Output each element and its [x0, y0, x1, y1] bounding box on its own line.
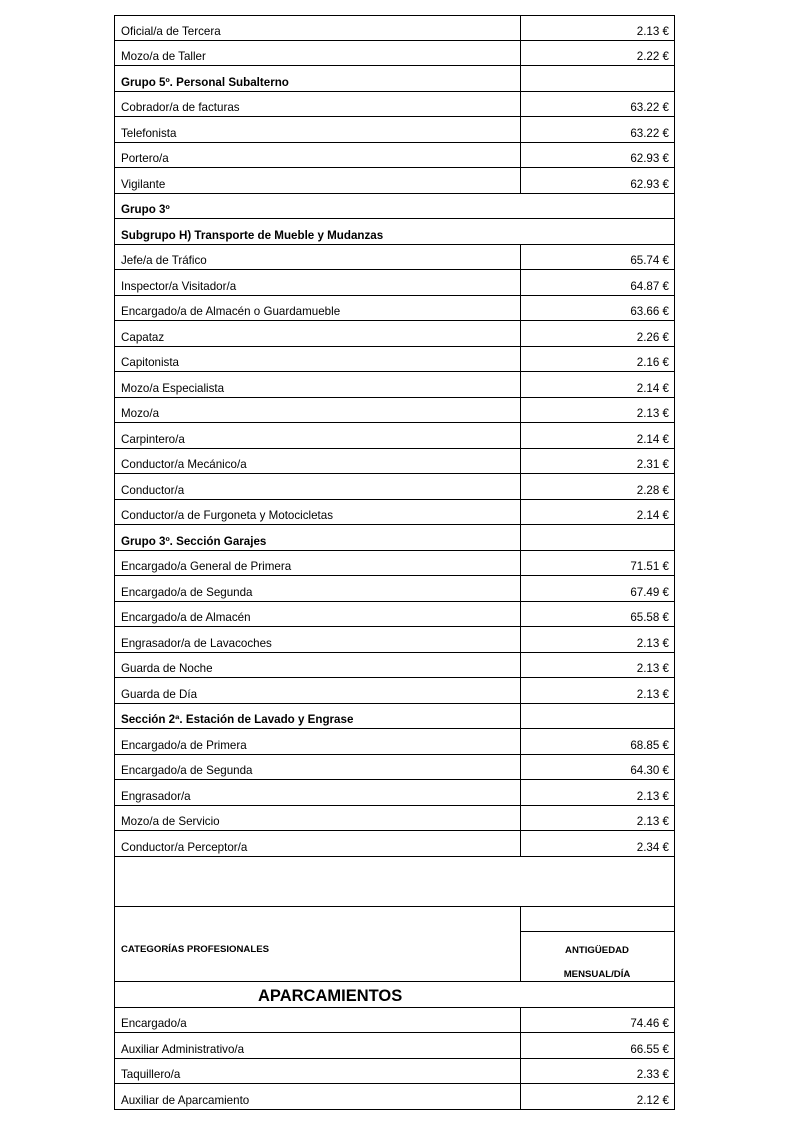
- column-divider: [520, 602, 521, 627]
- seniority-value: 2.13 €: [636, 407, 669, 420]
- seniority-value: 2.34 €: [636, 840, 669, 854]
- table-row: [114, 474, 675, 500]
- seniority-value: 62.93 €: [630, 177, 669, 191]
- seniority-value: 2.31 €: [636, 458, 669, 471]
- column-divider: [520, 627, 521, 652]
- table-row: [114, 92, 675, 118]
- seniority-value: 65.58 €: [630, 611, 669, 624]
- table-row: [114, 627, 675, 653]
- column-divider: [520, 831, 521, 856]
- column-divider: [520, 780, 521, 805]
- column-divider: [520, 117, 521, 142]
- column-divider: [520, 525, 521, 550]
- table-row: [114, 398, 675, 424]
- column-divider: [520, 729, 521, 754]
- column-divider: [520, 41, 521, 66]
- column-divider: [520, 755, 521, 780]
- section-title-row: [114, 982, 675, 1008]
- category-label: Capataz: [121, 330, 165, 344]
- seniority-value: 2.13 €: [636, 815, 669, 828]
- table-row: [114, 168, 675, 194]
- table-row: [114, 15, 675, 41]
- header-antiguedad: ANTIGÜEDAD: [565, 944, 629, 956]
- column-divider: [520, 143, 521, 168]
- table-row: [114, 270, 675, 296]
- category-label: Guarda de Día: [121, 687, 198, 701]
- header-categorias-profesionales: CATEGORÍAS PROFESIONALES: [121, 943, 270, 955]
- category-label: Conductor/a: [121, 483, 185, 497]
- column-divider: [520, 1084, 521, 1109]
- category-label: Encargado/a de Segunda: [121, 764, 253, 777]
- category-label: Engrasador/a: [121, 789, 191, 803]
- seniority-value: 64.30 €: [630, 764, 669, 777]
- category-label: Oficial/a de Tercera: [121, 24, 221, 38]
- seniority-value: 2.13 €: [636, 662, 669, 675]
- category-label: Telefonista: [121, 126, 177, 140]
- category-label: Vigilante: [121, 177, 166, 191]
- column-divider: [520, 474, 521, 499]
- seniority-value: 65.74 €: [630, 254, 669, 267]
- category-label: Mozo/a de Servicio: [121, 815, 220, 828]
- table-row: [114, 372, 675, 398]
- column-divider: [520, 423, 521, 448]
- column-divider: [520, 245, 521, 270]
- table-row: [114, 245, 675, 271]
- column-divider: [520, 347, 521, 372]
- seniority-value: 2.14 €: [636, 509, 669, 522]
- seniority-value: 2.33 €: [636, 1068, 669, 1081]
- category-label: Auxiliar de Aparcamiento: [121, 1093, 250, 1107]
- group-heading-row: [114, 219, 675, 245]
- category-label: Conductor/a Perceptor/a: [121, 840, 248, 854]
- seniority-value: 71.51 €: [630, 560, 669, 573]
- table-row: [114, 143, 675, 169]
- column-divider: [520, 449, 521, 474]
- category-label: Auxiliar Administrativo/a: [121, 1042, 245, 1056]
- category-label: Carpintero/a: [121, 432, 185, 446]
- column-divider: [520, 66, 521, 91]
- category-label: Cobrador/a de facturas: [121, 101, 240, 114]
- column-divider: [520, 168, 521, 193]
- group-heading-row: [114, 194, 675, 220]
- column-divider: [520, 296, 521, 321]
- seniority-value: 62.93 €: [630, 152, 669, 165]
- column-divider: [520, 1008, 521, 1033]
- column-divider: [520, 372, 521, 397]
- table-row: [114, 602, 675, 628]
- seniority-value: 2.13 €: [636, 636, 669, 650]
- column-divider: [520, 806, 521, 831]
- seniority-value: 2.13 €: [636, 687, 669, 701]
- group-heading: Subgrupo H) Transporte de Mueble y Mudanzas: [121, 228, 384, 242]
- seniority-value: 2.13 €: [636, 24, 669, 38]
- seniority-value: 2.26 €: [636, 330, 669, 344]
- table-row: [114, 41, 675, 67]
- category-label: Conductor/a de Furgoneta y Motocicletas: [121, 509, 334, 522]
- category-label: Encargado/a: [121, 1017, 187, 1030]
- column-divider: [520, 321, 521, 346]
- table-row: [114, 551, 675, 577]
- group-heading: Grupo 5º. Personal Subalterno: [121, 75, 289, 89]
- category-label: Portero/a: [121, 152, 169, 165]
- group-heading: Sección 2ª. Estación de Lavado y Engrase: [121, 713, 354, 726]
- seniority-value: 63.22 €: [630, 126, 669, 140]
- column-divider: [520, 270, 521, 295]
- category-label: Encargado/a de Segunda: [121, 585, 253, 599]
- group-heading-row: [114, 704, 675, 730]
- column-divider: [520, 1059, 521, 1084]
- group-heading: Grupo 3º. Sección Garajes: [121, 534, 267, 548]
- table-row: [114, 117, 675, 143]
- category-label: Encargado/a General de Primera: [121, 560, 292, 573]
- category-label: Capitonista: [121, 356, 180, 369]
- table-row: [114, 755, 675, 781]
- seniority-value: 2.22 €: [636, 50, 669, 63]
- seniority-value: 74.46 €: [630, 1017, 669, 1030]
- table-row: [114, 347, 675, 373]
- category-label: Taquillero/a: [121, 1068, 181, 1081]
- table-row: [114, 423, 675, 449]
- seniority-value: 2.14 €: [636, 432, 669, 446]
- category-label: Encargado/a de Primera: [121, 738, 247, 752]
- column-divider: [520, 16, 521, 40]
- seniority-value: 67.49 €: [630, 585, 669, 599]
- column-divider: [520, 653, 521, 678]
- group-heading: Grupo 3º: [121, 203, 170, 216]
- category-label: Engrasador/a de Lavacoches: [121, 636, 272, 650]
- column-divider: [520, 92, 521, 117]
- table-row: [114, 653, 675, 679]
- category-label: Mozo/a de Taller: [121, 50, 206, 63]
- table-row: [114, 1059, 675, 1085]
- category-label: Mozo/a Especialista: [121, 381, 225, 395]
- header-mensual-dia: MENSUAL/DÍA: [563, 968, 631, 980]
- column-header-row: [114, 907, 675, 982]
- table-row: [114, 1084, 675, 1110]
- category-label: Encargado/a de Almacén: [121, 611, 251, 624]
- column-divider: [520, 1033, 521, 1058]
- table-row: [114, 1008, 675, 1034]
- seniority-value: 2.12 €: [636, 1093, 669, 1107]
- category-label: Conductor/a Mecánico/a: [121, 458, 247, 471]
- table-row: [114, 500, 675, 526]
- table-row: [114, 806, 675, 832]
- column-divider: [520, 500, 521, 525]
- table-row: [114, 780, 675, 806]
- group-heading-row: [114, 525, 675, 551]
- category-label: Mozo/a: [121, 407, 160, 420]
- category-label: Encargado/a de Almacén o Guardamueble: [121, 305, 341, 318]
- seniority-value: 2.16 €: [636, 356, 669, 369]
- table-row: [114, 1033, 675, 1059]
- column-divider: [520, 576, 521, 601]
- header-split-line: [520, 931, 674, 932]
- seniority-value: 64.87 €: [630, 279, 669, 293]
- seniority-value: 66.55 €: [630, 1042, 669, 1056]
- table-row: [114, 449, 675, 475]
- category-label: Jefe/a de Tráfico: [121, 254, 207, 267]
- seniority-value: 2.28 €: [636, 483, 669, 497]
- column-divider: [520, 551, 521, 576]
- table-row: [114, 296, 675, 322]
- category-label: Inspector/a Visitador/a: [121, 279, 237, 293]
- section-title-aparcamientos: APARCAMIENTOS: [258, 986, 403, 1005]
- table-row: [114, 321, 675, 347]
- table-row: [114, 576, 675, 602]
- category-label: Guarda de Noche: [121, 662, 213, 675]
- seniority-value: 2.13 €: [636, 789, 669, 803]
- group-heading-row: [114, 66, 675, 92]
- table-row: [114, 678, 675, 704]
- seniority-value: 2.14 €: [636, 381, 669, 395]
- seniority-value: 68.85 €: [630, 738, 669, 752]
- column-divider: [520, 398, 521, 423]
- table-row: [114, 729, 675, 755]
- seniority-value: 63.66 €: [630, 305, 669, 318]
- seniority-value: 63.22 €: [630, 101, 669, 114]
- seniority-table: [114, 15, 675, 1110]
- table-row: [114, 831, 675, 857]
- empty-spacer-row: [114, 857, 675, 907]
- column-divider: [520, 678, 521, 703]
- column-divider: [520, 704, 521, 729]
